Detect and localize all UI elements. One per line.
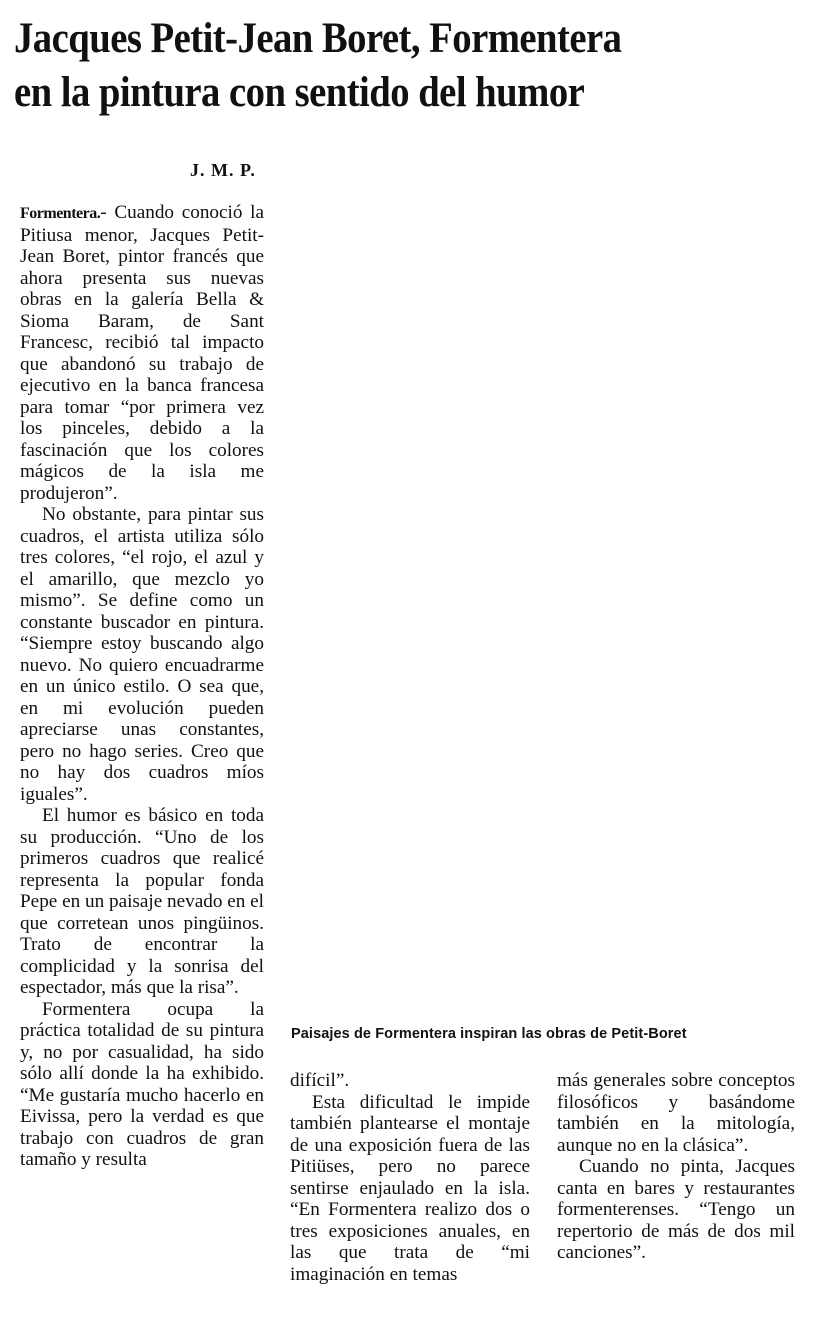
paragraph: El humor es básico en toda su producción. “Uno de los primeros cuadros que realicé representa la popular fonda Pepe en un paisaje nevado en el que corretean unos pingüinos. Trato de encontrar la complicidad y la sonrisa del espectador, más que la risa”. [20, 805, 265, 998]
headline-line-2: en la pintura con sentido del humor [14, 69, 585, 116]
headline-line-1: Jacques Petit-Jean Boret, Formentera [14, 15, 622, 62]
paragraph-text: - Cuando conoció la Pitiusa menor, Jacques Petit-Jean Boret, pintor francés que ahora presenta sus nuevas obras en la galería Bella & Sioma Baram, de Sant Francesc, recibió tal impacto que abandonó su trabajo de ejecutivo en la banca francesa para tomar “por primera vez los pinceles, debido a la fascinación que los colores mágicos de la isla me produjeron”. [20, 202, 264, 504]
paragraph: difícil”. [290, 1070, 350, 1091]
dateline: Formentera. [20, 205, 101, 222]
byline: J. M. P. [190, 160, 256, 180]
article-column-2 [290, 1070, 530, 1285]
photo-caption: Paisajes de Formentera inspiran las obras de Petit-Boret [291, 1026, 687, 1042]
photo-placeholder [286, 160, 806, 1020]
article-column-3 [557, 1070, 795, 1264]
paragraph: Formentera ocupa la práctica totalidad de su pintura y, no por casualidad, ha sido sólo allí donde la ha exhibido. “Me gustaría mucho hacerlo en Eivissa, pero la verdad es que trabajo con cuadros de gran tamaño y resulta [20, 998, 264, 1170]
paragraph [20, 202, 264, 504]
paragraph: más generales sobre conceptos filosóficos y basándome también en la mitología, aunque no en la clásica”. [557, 1070, 795, 1156]
paragraph: Esta dificultad le impide también plantearse el montaje de una exposición fuera de las Pitiüses, pero no parece sentirse enjaulado en la isla. “En Formentera realizo dos o tres exposiciones anuales, en las que trata de “mi imaginación en temas [290, 1091, 530, 1285]
paragraph: No obstante, para pintar sus cuadros, el artista utiliza sólo tres colores, “el rojo, el azul y el amarillo, que mezclo yo mismo”. Se define como un constante buscador en pintura. “Siempre estoy buscando algo nuevo. No quiero encuadrarme en un único estilo. O sea que, en mi evolución pueden apreciarse unas constantes, pero no hago series. Creo que no hay dos cuadros míos iguales”. [20, 504, 264, 805]
article-column-1 [20, 202, 264, 1171]
headline [14, 12, 725, 120]
paragraph: Cuando no pinta, Jacques canta en bares y restaurantes formenterenses. “Tengo un repertorio de más de dos mil canciones”. [557, 1156, 795, 1263]
